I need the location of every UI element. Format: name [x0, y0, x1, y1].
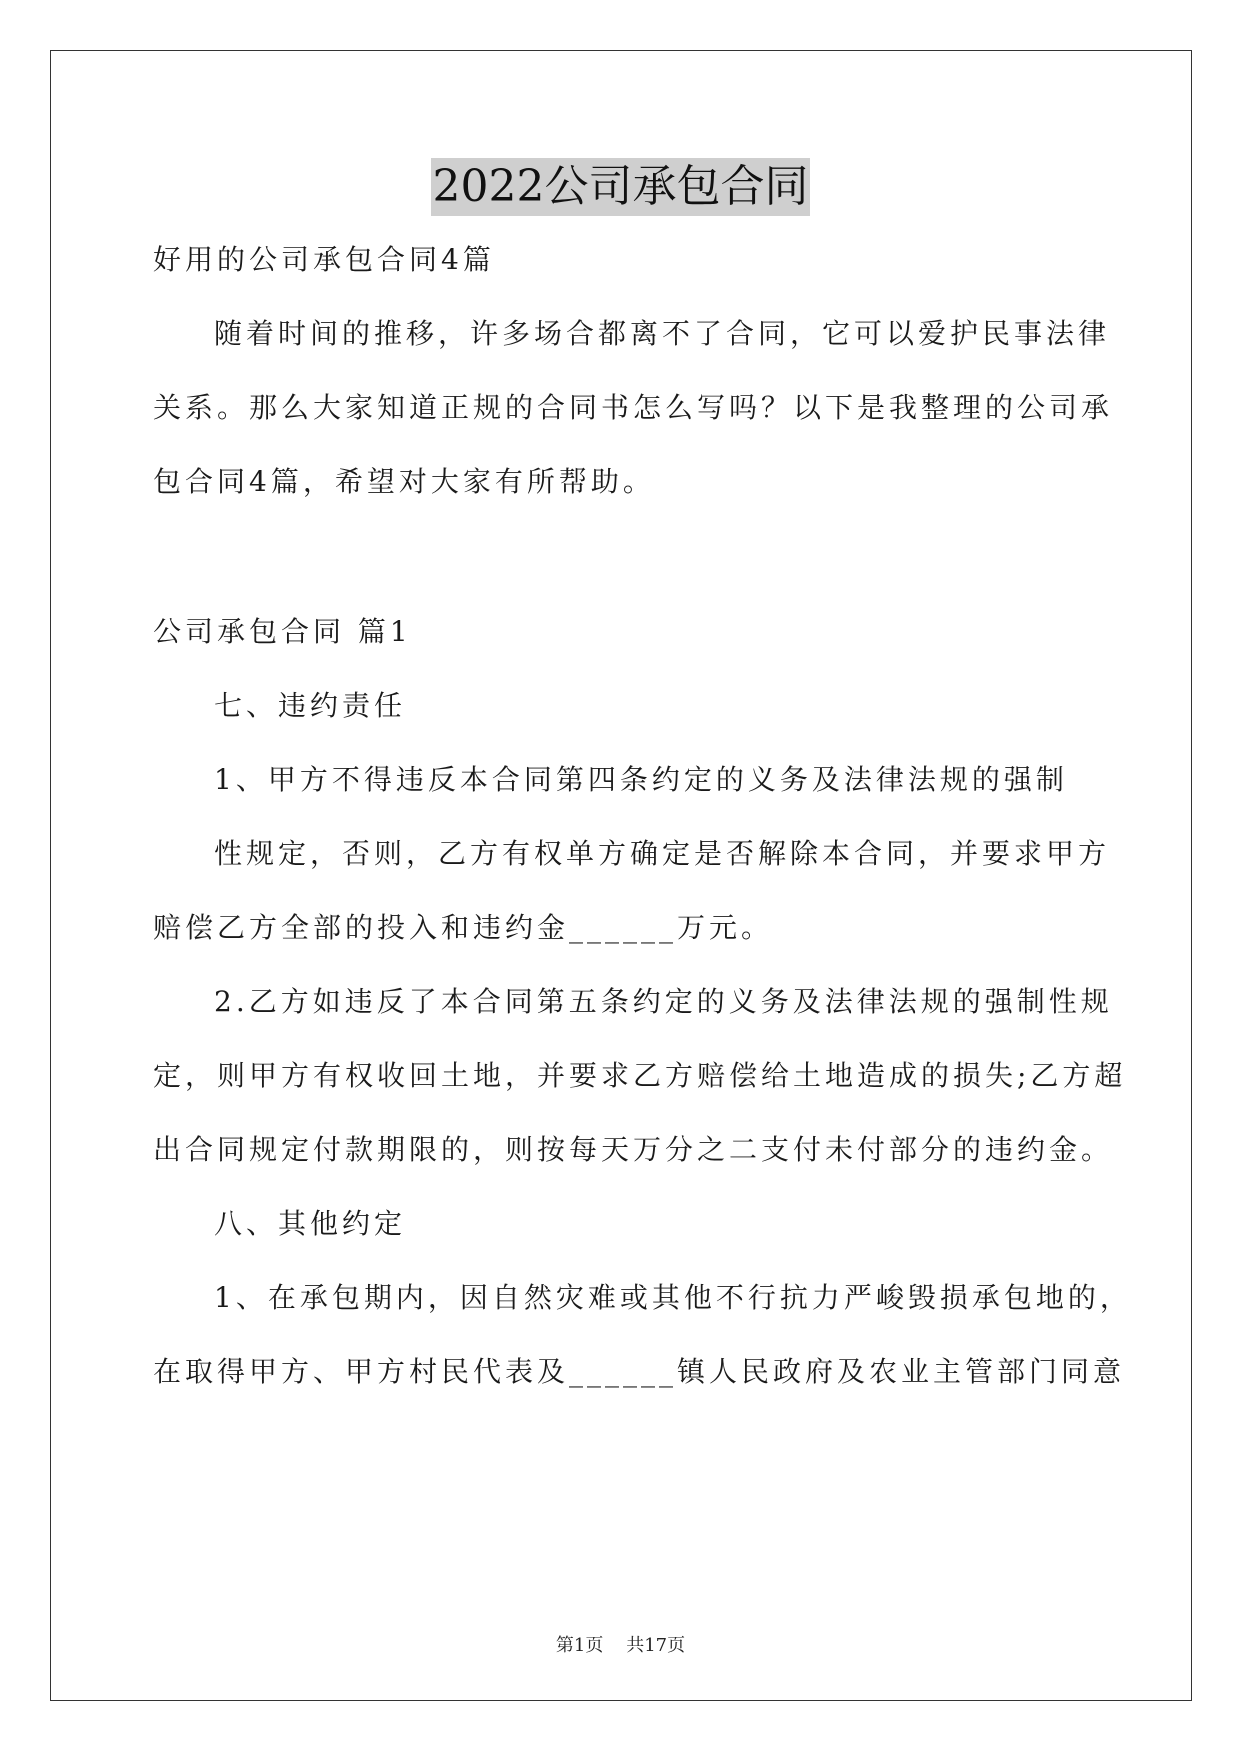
body-line: 在取得甲方、甲方村民代表及______镇人民政府及农业主管部门同意	[153, 1355, 1126, 1388]
body-line: 赔偿乙方全部的投入和违约金______万元。	[153, 911, 774, 944]
body-line: 性规定，否则，乙方有权单方确定是否解除本合同，并要求甲方	[214, 837, 1111, 870]
page-border	[50, 50, 1192, 1701]
subtitle: 好用的公司承包合同4篇	[153, 243, 495, 276]
body-line: 定，则甲方有权收回土地，并要求乙方赔偿给土地造成的损失;乙方超	[153, 1059, 1127, 1092]
intro-line: 随着时间的推移，许多场合都离不了合同，它可以爱护民事法律	[214, 317, 1111, 350]
body-line: 1、在承包期内，因自然灾难或其他不行抗力严峻毁损承包地的，	[214, 1281, 1132, 1314]
page-number: 第1页	[555, 1635, 604, 1656]
body-line: 八、其他约定	[214, 1207, 407, 1240]
body-line: 1、甲方不得违反本合同第四条约定的义务及法律法规的强制	[214, 763, 1068, 796]
intro-line: 包合同4篇，希望对大家有所帮助。	[153, 465, 655, 498]
document-title: 2022公司承包合同	[431, 158, 811, 216]
body-line: 出合同规定付款期限的，则按每天万分之二支付未付部分的违约金。	[153, 1133, 1114, 1166]
page-footer	[0, 1634, 1241, 1658]
body-line: 2.乙方如违反了本合同第五条约定的义务及法律法规的强制性规	[214, 985, 1113, 1018]
section-heading: 公司承包合同 篇1	[153, 615, 412, 648]
page-total: 共17页	[626, 1635, 686, 1656]
intro-line: 关系。那么大家知道正规的合同书怎么写吗？以下是我整理的公司承	[153, 391, 1114, 424]
title-container	[0, 158, 1241, 216]
body-line: 七、违约责任	[214, 689, 407, 722]
